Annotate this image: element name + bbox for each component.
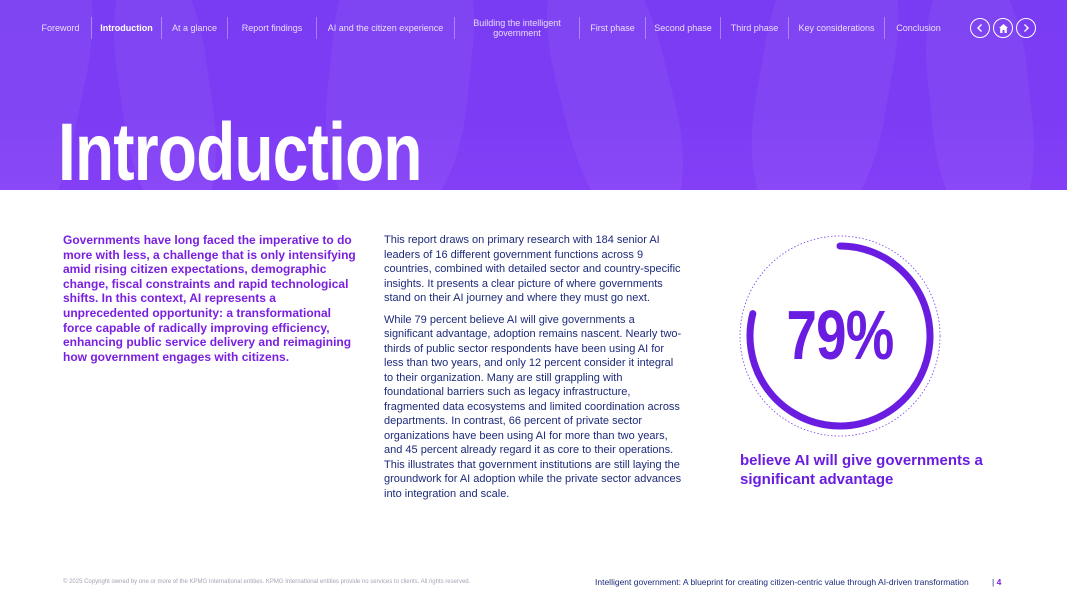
stat-caption: believe AI will give governments a significant advantage xyxy=(740,452,983,488)
chevron-left-icon xyxy=(975,23,985,33)
nav-item-label: Report findings xyxy=(241,23,303,33)
previous-page-button[interactable] xyxy=(970,18,990,38)
lead-paragraph: Governments have long faced the imperative to do more with less, a challenge that is only intensifying amid rising citizen expectations, demographic change, fiscal constraints and rapid technological shifts. In this context, AI represents a unprecedented opportunity: a transformational force capable of radically improving efficiency, enhancing public service delivery and reimagining how government engages with citizens. xyxy=(63,233,356,364)
home-button[interactable] xyxy=(993,18,1013,38)
footer-report-title: Intelligent government: A blueprint for creating citizen-centric value through AI-driven transformation xyxy=(595,577,969,587)
nav-item-label: Key considerations xyxy=(798,23,875,33)
body-column xyxy=(384,233,684,501)
chevron-right-icon xyxy=(1021,23,1031,33)
nav-item-conclusion[interactable] xyxy=(884,17,952,39)
nav-item-foreword[interactable] xyxy=(30,17,91,39)
nav-item-label: At a glance xyxy=(171,23,218,33)
page-number-value: 4 xyxy=(996,577,1002,587)
nav-item-report-findings[interactable] xyxy=(227,17,316,39)
section-navigation xyxy=(30,17,1067,39)
nav-item-label: Introduction xyxy=(100,23,153,33)
nav-item-building-intelligent-government[interactable] xyxy=(454,17,579,39)
nav-item-introduction[interactable] xyxy=(91,17,161,39)
nav-item-key-considerations[interactable] xyxy=(788,17,884,39)
nav-item-third-phase[interactable] xyxy=(720,17,788,39)
body-paragraph-2: While 79 percent believe AI will give governments a significant advantage, adoption remains nascent. Nearly two-thirds of public sector respondents have been using AI for less than two years, and only 12 percent consider it integral to their organization. Many are still grappling with foundational barriers such as legacy infrastructure, fragmented data ecosystems and limited coordination across departments. In contrast, 66 percent of private sector organizations have been using AI for more than two years, and 45 percent already regard it as core to their operations. This illustrates that government institutions are still laying the groundwork for AI adoption while the private sector advances into integration and scale. xyxy=(384,313,682,500)
nav-item-label: AI and the citizen experience xyxy=(327,23,444,33)
nav-item-label: Third phase xyxy=(730,23,779,33)
nav-item-first-phase[interactable] xyxy=(579,17,645,39)
page-number-separator: | xyxy=(992,577,995,587)
nav-item-label: Foreword xyxy=(41,23,80,33)
nav-item-label: Building the intelligent government xyxy=(473,18,561,38)
nav-item-at-a-glance[interactable] xyxy=(161,17,227,39)
page-number xyxy=(992,577,1001,587)
page-title: Introduction xyxy=(58,107,422,190)
nav-item-ai-citizen-experience[interactable] xyxy=(316,17,454,39)
page-navigation-buttons xyxy=(970,18,1036,38)
body-paragraph-1: This report draws on primary research with 184 senior AI leaders of 16 different government functions across 9 countries, combined with detailed sector and country-specific insights. It presents a clear picture of where governments stand on their AI journey and where they must go next. xyxy=(384,234,681,304)
nav-item-second-phase[interactable] xyxy=(645,17,720,39)
nav-item-label: Second phase xyxy=(654,23,712,33)
nav-item-label: Conclusion xyxy=(896,23,941,33)
next-page-button[interactable] xyxy=(1016,18,1036,38)
hero-banner xyxy=(0,0,1067,190)
copyright-text: © 2025 Copyright owned by one or more of the KPMG International entities. KPMG International entities provide no services to clients. All rights reserved. xyxy=(63,579,471,585)
home-icon xyxy=(998,23,1009,34)
nav-item-label: First phase xyxy=(590,23,635,33)
stat-value: 79% xyxy=(786,296,894,374)
